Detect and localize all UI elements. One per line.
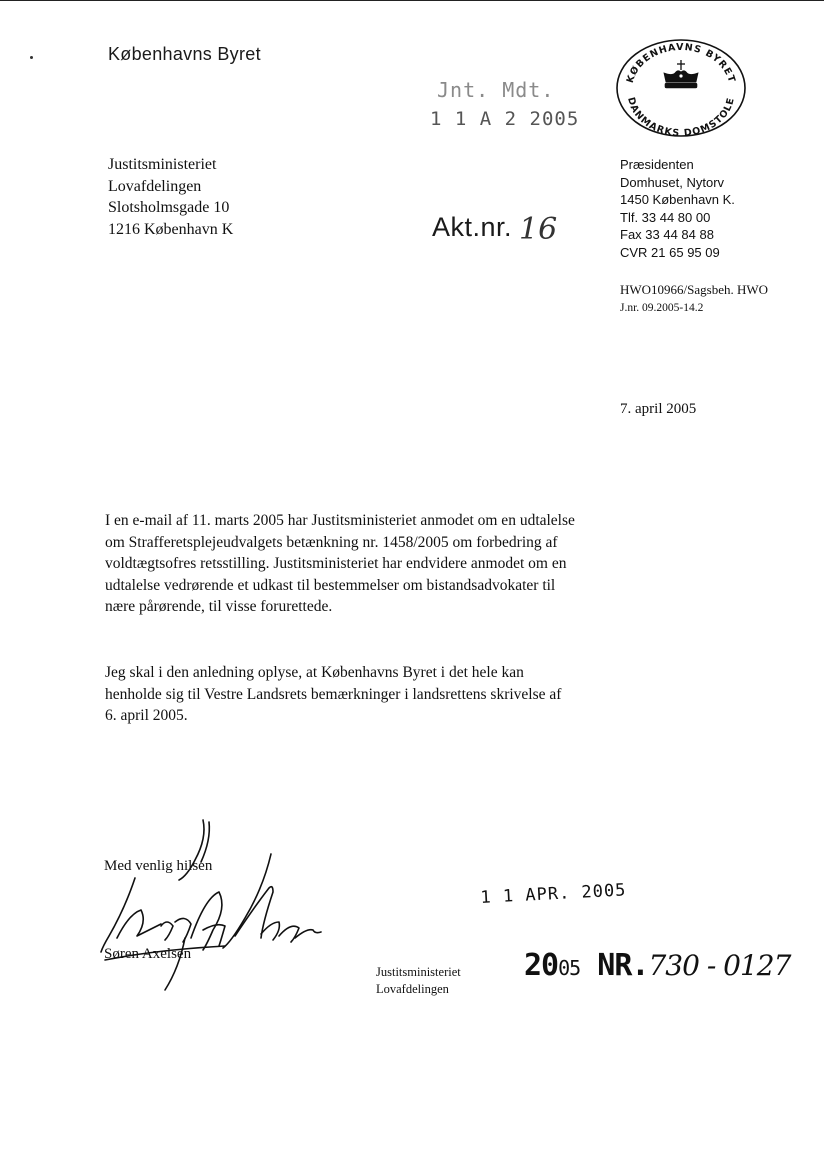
- recipient-line: Lovafdelingen: [108, 177, 202, 195]
- sender-city: 1450 København K.: [620, 192, 735, 207]
- body-line: 6. april 2005.: [105, 707, 188, 724]
- received-nr-value: 730 - 0127: [648, 949, 791, 982]
- recipient-line: Justitsministeriet: [108, 156, 217, 173]
- sender-contact-block: [620, 156, 735, 261]
- closing-greeting: Med venlig hilsen: [104, 858, 213, 874]
- body-paragraph-2: [105, 662, 665, 727]
- body-line: om Strafferetsplejeudvalgets betænkning nr. 1458/2005 om forbedring af: [105, 533, 558, 551]
- body-line: I en e-mail af 11. marts 2005 har Justitsministeriet anmodet om en udtalelse: [105, 512, 575, 529]
- court-seal-logo: [614, 38, 748, 138]
- body-line: udtalelse vedrørende et udkast til bestemmelser om bistandsadvokater til: [105, 576, 556, 594]
- letter-date: 7. april 2005: [620, 401, 697, 417]
- sender-fax: Fax 33 44 84 88: [620, 227, 714, 242]
- received-label-line: Lovafdelingen: [376, 982, 449, 996]
- reference-block: [620, 280, 768, 318]
- sender-title: Præsidenten: [620, 157, 694, 172]
- received-date-stamp: 1 1 APR. 2005: [480, 880, 627, 908]
- signer-name: Søren Axelsen: [104, 946, 192, 962]
- received-year-big: 20: [524, 948, 559, 983]
- recipient-line: 1216 København K: [108, 220, 234, 238]
- sender-cvr: CVR 21 65 95 09: [620, 244, 720, 260]
- journal-number: J.nr. 09.2005-14.2: [620, 302, 704, 314]
- svg-text:KØBENHAVNS BYRET: KØBENHAVNS BYRET: [624, 41, 738, 85]
- sender-street: Domhuset, Nytorv: [620, 174, 725, 190]
- crown-icon: [664, 60, 698, 88]
- handwritten-signature: [95, 818, 325, 998]
- received-label-line: Justitsministeriet: [376, 965, 461, 979]
- received-year-small: 05: [558, 956, 581, 980]
- incoming-stamp-label: Jnt. Mdt.: [437, 78, 555, 102]
- received-stamp-label: [376, 964, 461, 998]
- case-reference: HWO10966/Sagsbeh. HWO: [620, 282, 769, 297]
- court-name: Københavns Byret: [108, 44, 261, 64]
- svg-text:DANMARKS DOMSTOLE: DANMARKS DOMSTOLE: [625, 96, 737, 138]
- akt-number-handwritten: 16: [519, 212, 558, 247]
- akt-number-label: Akt.nr.: [432, 212, 513, 242]
- received-nr-label: NR.: [597, 948, 649, 983]
- incoming-stamp-date: 1 1 A 2 2005: [430, 108, 580, 130]
- recipient-address: [108, 154, 233, 240]
- body-line: Jeg skal i den anledning oplyse, at Københavns Byret i det hele kan: [105, 664, 524, 681]
- body-paragraph-1: [105, 510, 665, 618]
- recipient-line: Slotsholmsgade 10: [108, 199, 230, 216]
- sender-phone: Tlf. 33 44 80 00: [620, 209, 711, 225]
- body-line: henholde sig til Vestre Landsrets bemærkninger i landsrettens skrivelse af: [105, 685, 562, 703]
- body-line: nære pårørende, til visse forurettede.: [105, 598, 333, 615]
- body-line: voldtægtsofres retsstilling. Justitsministeriet har endvidere anmodet om en: [105, 555, 567, 572]
- scan-speck: [30, 56, 33, 59]
- received-case-number-stamp: [524, 948, 790, 983]
- top-border-line: [0, 0, 824, 1]
